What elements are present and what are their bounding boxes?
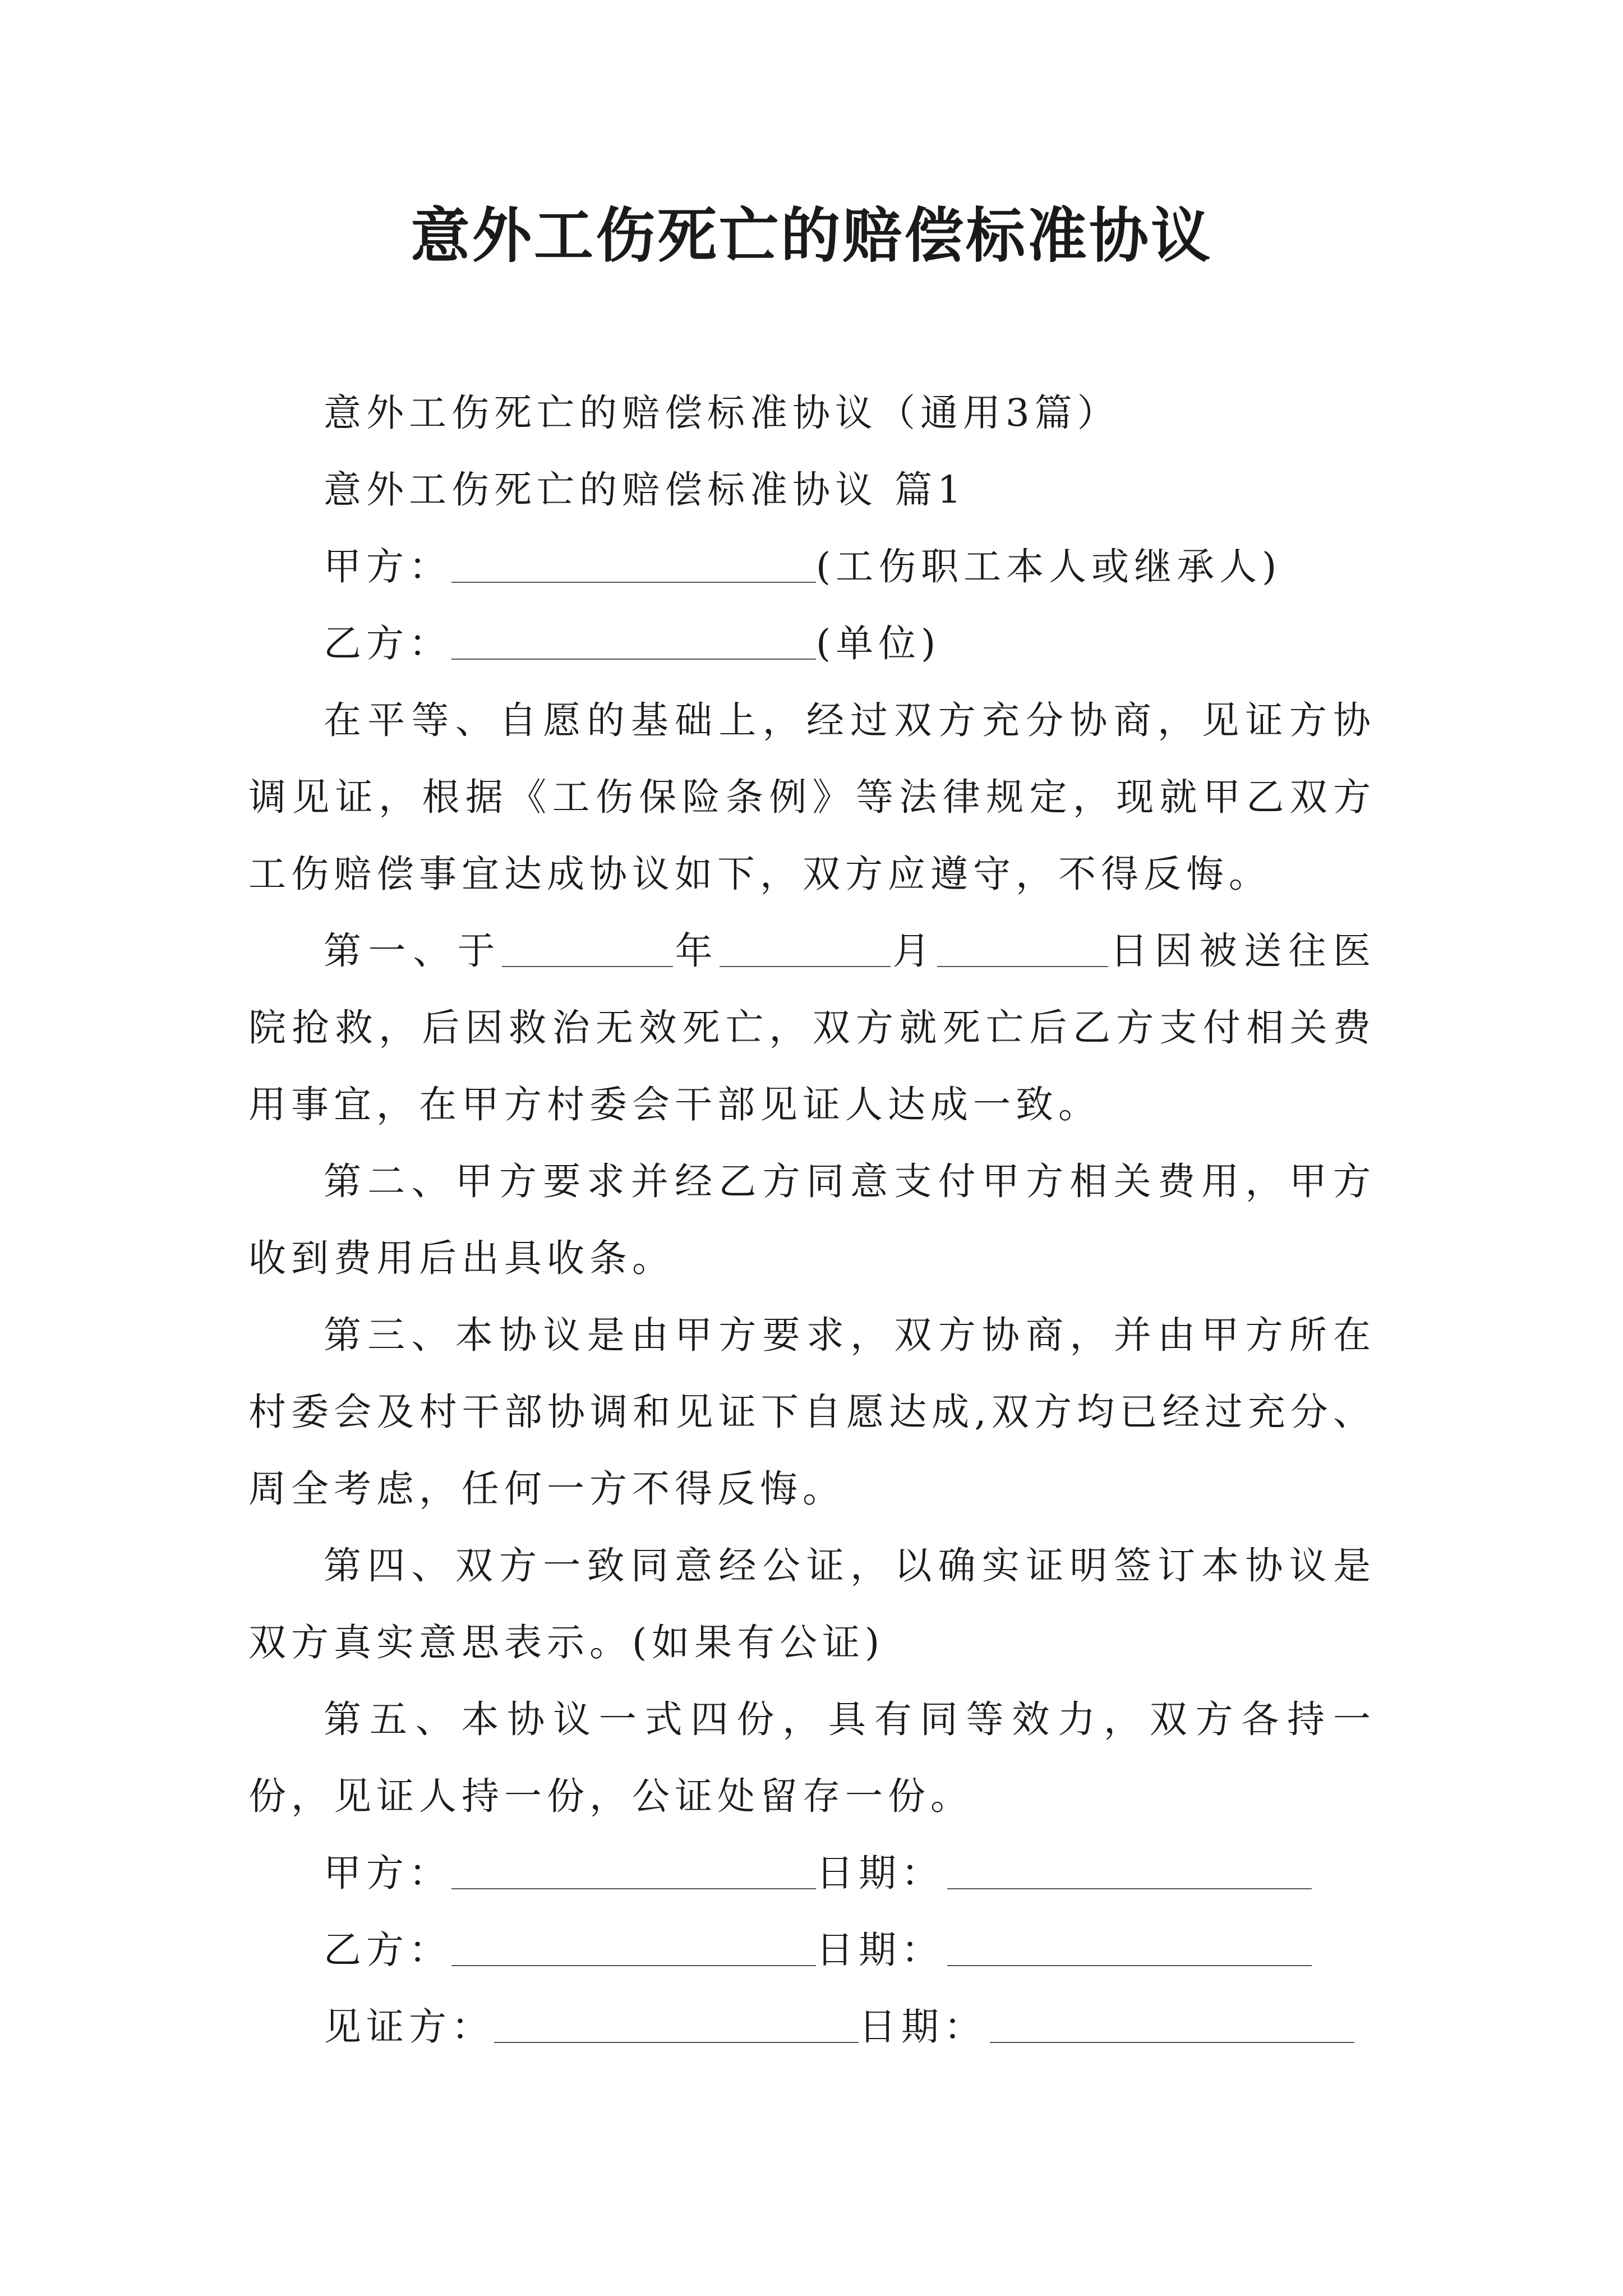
sig-party-a-label: 甲方： bbox=[324, 1851, 451, 1895]
clause-1 bbox=[248, 913, 1376, 1143]
day-blank bbox=[937, 930, 1108, 967]
month-blank bbox=[720, 930, 891, 967]
sig-witness-date-label: 日期： bbox=[859, 2005, 986, 2049]
sig-witness-blank bbox=[494, 2006, 859, 2043]
document-title: 意外工伤死亡的赔偿标准协议 bbox=[411, 200, 1212, 270]
clause-2: 第二、甲方要求并经乙方同意支付甲方相关费用，甲方收到费用后出具收条。 bbox=[248, 1159, 1376, 1280]
sig-party-b-blank bbox=[451, 1929, 816, 1966]
party-a-line bbox=[248, 528, 1376, 605]
clause-1-year: 年 bbox=[673, 929, 720, 973]
party-b-blank bbox=[451, 623, 816, 660]
party-b-line bbox=[248, 605, 1376, 682]
document-body bbox=[248, 375, 1376, 2065]
sig-witness-label: 见证方： bbox=[324, 2005, 494, 2049]
clause-1-month: 月 bbox=[891, 929, 937, 973]
clause-5: 第五、本协议一式四份，具有同等效力，双方各持一份，见证人持一份，公证处留存一份。 bbox=[248, 1697, 1376, 1818]
section-heading: 意外工伤死亡的赔偿标准协议 篇1 bbox=[324, 468, 966, 512]
sig-party-b-label: 乙方： bbox=[324, 1928, 451, 1972]
party-a-label: 甲方： bbox=[324, 545, 451, 588]
intro-paragraph: 在平等、自愿的基础上，经过双方充分协商，见证方协调见证，根据《工伤保险条例》等法律规定，现就甲乙双方工伤赔偿事宜达成协议如下，双方应遵守，不得反悔。 bbox=[248, 698, 1376, 896]
party-a-blank bbox=[451, 546, 816, 583]
party-b-note: (单位) bbox=[816, 622, 941, 665]
party-a-note: (工伤职工本人或继承人) bbox=[816, 545, 1282, 588]
clause-1-prefix: 第一、于 bbox=[324, 929, 502, 973]
sig-party-a-blank bbox=[451, 1852, 816, 1889]
signature-row-party-b bbox=[248, 1912, 1376, 1989]
signature-row-party-a bbox=[248, 1835, 1376, 1912]
party-b-label: 乙方： bbox=[324, 622, 451, 665]
sig-party-b-date-blank bbox=[947, 1929, 1312, 1966]
document-subtitle: 意外工伤死亡的赔偿标准协议（通用3篇） bbox=[324, 391, 1120, 435]
sig-party-b-date-label: 日期： bbox=[816, 1928, 944, 1972]
clause-3: 第三、本协议是由甲方要求，双方协商，并由甲方所在村委会及村干部协调和见证下自愿达成,双方均已经过充分、周全考虑，任何一方不得反悔。 bbox=[248, 1313, 1376, 1511]
clause-4: 第四、双方一致同意经公证，以确实证明签订本协议是双方真实意思表示。(如果有公证) bbox=[248, 1544, 1376, 1664]
signature-row-witness bbox=[248, 1989, 1376, 2065]
year-blank bbox=[502, 930, 673, 967]
sig-party-a-date-label: 日期： bbox=[816, 1851, 944, 1895]
sig-party-a-date-blank bbox=[947, 1852, 1312, 1889]
clause-1-rest: 日因被送往医院抢救，后因救治无效死亡，双方就死亡后乙方支付相关费用事宜，在甲方村委会干部见证人达成一致。 bbox=[248, 929, 1376, 1126]
sig-witness-date-blank bbox=[990, 2006, 1354, 2043]
